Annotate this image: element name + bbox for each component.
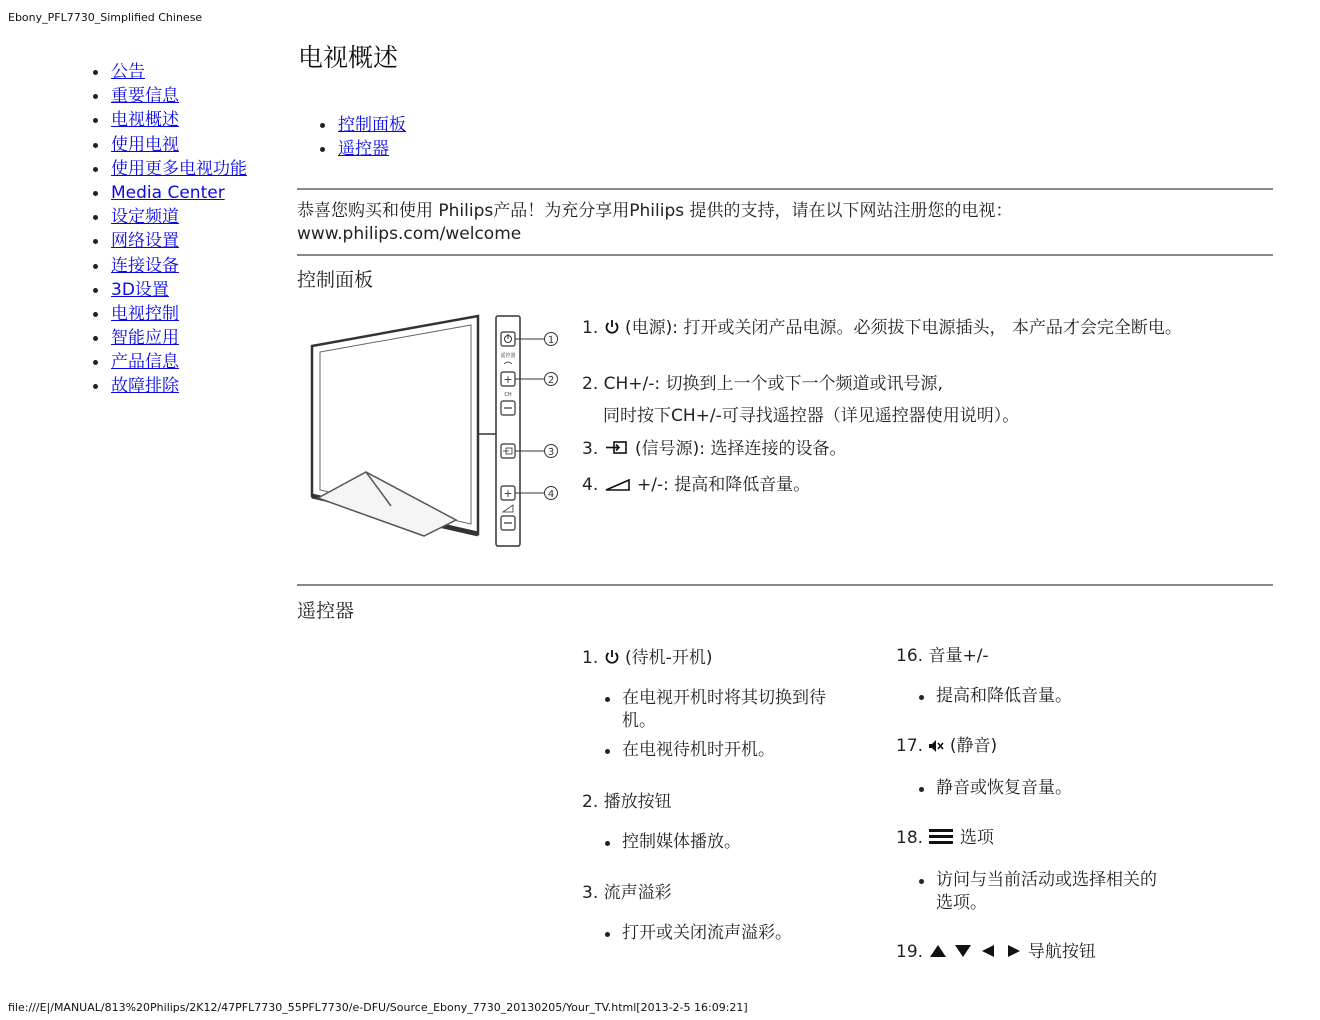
welcome-url: www.philips.com/welcome (297, 224, 522, 244)
page-title: 电视概述 (298, 43, 399, 72)
remote-item-head (896, 940, 1196, 966)
nav-link-smart-apps[interactable]: 智能应用 (111, 328, 179, 349)
panel-ch-label: CH (504, 392, 512, 398)
remote-item-subs (896, 685, 1196, 708)
nav-item-media-center (90, 181, 247, 205)
divider (297, 188, 1273, 190)
sub-item: 打开或关闭流声溢彩。 (582, 922, 872, 945)
remote-item-head (896, 826, 1196, 852)
nav-item-3d (90, 278, 247, 302)
remote-item-subs (896, 777, 1196, 800)
mute-icon (928, 736, 944, 760)
nav-item-smart-apps (90, 326, 247, 350)
nav-link-product-info[interactable]: 产品信息 (111, 352, 179, 373)
control-panel-item (582, 437, 1222, 463)
item-number: 2. (582, 792, 599, 812)
nav-link-media-center[interactable]: Media Center (111, 182, 225, 203)
remote-item (896, 734, 1196, 800)
panel-remote-label: 遥控器 (500, 353, 516, 359)
sub-item: 提高和降低音量。 (896, 685, 1196, 708)
tv-control-panel-illustration (306, 312, 566, 550)
nav-link-use-tv[interactable]: 使用电视 (111, 134, 179, 155)
nav-link-connect[interactable]: 连接设备 (111, 255, 179, 276)
control-panel-item (582, 372, 1222, 396)
remote-item-head (582, 881, 872, 905)
item-number: 19. (896, 942, 924, 962)
control-panel-item-continued: 同时按下CH+/-可寻找遥控器（详见遥控器使用说明）。 (603, 406, 1020, 426)
item-number: 1. (582, 318, 599, 338)
nav-item-troubleshooting (90, 374, 247, 398)
welcome-line-1: 恭喜您购买和使用 Philips产品！为充分享用Philips 提供的支持，请在以下网站注册您的电视： (297, 201, 1013, 221)
power-icon (604, 648, 620, 672)
callout-1: 1 (547, 335, 555, 346)
toc-item-control-panel (318, 113, 406, 137)
remote-item-head (582, 646, 872, 672)
control-panel-heading: 控制面板 (297, 269, 374, 291)
callout-2: 2 (547, 375, 555, 386)
arrows-icon (928, 942, 1022, 966)
item-number: 2. (582, 374, 599, 394)
tv-body (312, 316, 496, 536)
nav-item-tv-overview (90, 108, 247, 132)
page-footer: file:///E|/MANUAL/813%20Philips/2K12/47PFL7730_55PFL7730/e-DFU/Source_Ebony_7730_20130205/Your_TV.html[2013-2-5 16:09:21] (8, 1001, 748, 1014)
nav-item-more-features (90, 157, 247, 181)
nav-item-tv-control (90, 302, 247, 326)
svg-text:+: + (503, 373, 513, 386)
nav-link-channels[interactable]: 设定频道 (111, 207, 179, 228)
nav-link-tv-control[interactable]: 电视控制 (111, 303, 179, 324)
sidebar-nav (90, 60, 247, 399)
callouts (515, 333, 558, 501)
sub-item: 在电视开机时将其切换到待机。 (582, 687, 832, 733)
item-number: 3. (582, 883, 599, 903)
item-number: 18. (896, 828, 924, 848)
remote-item-subs (582, 831, 872, 854)
remote-item (896, 644, 1196, 708)
remote-item (582, 790, 872, 854)
nav-item-network (90, 229, 247, 253)
nav-item-channels (90, 205, 247, 229)
remote-list-col-2 (896, 644, 1196, 966)
nav-link-troubleshooting[interactable]: 故障排除 (111, 376, 179, 397)
item-text: CH+/-: 切换到上一个或下一个频道或讯号源, (603, 374, 943, 394)
item-label: (待机-开机) (625, 648, 713, 668)
remote-item (896, 826, 1196, 915)
item-label: (静音) (949, 736, 998, 756)
divider (297, 254, 1273, 256)
item-text: +/-: 提高和降低音量。 (637, 475, 811, 495)
item-label: 播放按钮 (603, 792, 672, 812)
nav-link-network[interactable]: 网络设置 (111, 231, 179, 252)
toc-link-remote[interactable]: 遥控器 (338, 139, 389, 159)
remote-item-head (896, 734, 1196, 760)
control-panel-list (582, 316, 1222, 499)
item-number: 1. (582, 648, 599, 668)
welcome-text (297, 200, 1257, 246)
power-icon (604, 318, 620, 342)
item-label: 音量+/- (928, 646, 989, 666)
section-toc (318, 113, 406, 161)
item-label: 导航按钮 (1027, 942, 1096, 962)
item-label: 选项 (959, 828, 994, 848)
remote-item (582, 881, 872, 945)
control-panel-item (582, 473, 1222, 499)
nav-item-use-tv (90, 133, 247, 157)
nav-link-important[interactable]: 重要信息 (111, 86, 179, 107)
callout-3: 3 (547, 447, 555, 458)
sub-item: 控制媒体播放。 (582, 831, 872, 854)
nav-link-tv-overview[interactable]: 电视概述 (111, 110, 179, 131)
callout-4: 4 (547, 489, 555, 500)
menu-icon (928, 827, 954, 852)
remote-item-head (582, 790, 872, 814)
nav-item-connect (90, 254, 247, 278)
volume-icon (604, 475, 632, 499)
item-number: 3. (582, 439, 599, 459)
remote-heading: 遥控器 (297, 600, 355, 622)
item-label: 流声溢彩 (603, 883, 672, 903)
sub-item: 静音或恢复音量。 (896, 777, 1196, 800)
svg-text:+: + (503, 487, 513, 500)
nav-link-notice[interactable]: 公告 (111, 62, 145, 82)
remote-item (582, 646, 872, 762)
remote-item-head (896, 644, 1196, 668)
item-number: 4. (582, 475, 599, 495)
item-text: (信号源): 选择连接的设备。 (635, 439, 847, 459)
item-text: (电源): 打开或关闭产品电源。必须拔下电源插头， 本产品才会完全断电。 (625, 318, 1182, 338)
divider (297, 584, 1273, 586)
nav-item-notice (90, 60, 247, 84)
remote-list-col-1 (582, 646, 872, 945)
toc-link-control-panel[interactable]: 控制面板 (338, 115, 406, 135)
source-icon (604, 439, 630, 463)
control-panel-item (582, 316, 1222, 372)
remote-item-subs (582, 687, 872, 762)
page-header: Ebony_PFL7730_Simplified Chinese (8, 11, 203, 24)
nav-item-important (90, 84, 247, 108)
item-number: 16. (896, 646, 924, 666)
item-number: 17. (896, 736, 924, 756)
nav-item-product-info (90, 350, 247, 374)
sub-item: 访问与当前活动或选择相关的选项。 (896, 869, 1166, 915)
side-panel (496, 316, 520, 546)
nav-link-3d[interactable]: 3D设置 (111, 279, 169, 300)
remote-item (896, 940, 1196, 966)
toc-item-remote (318, 137, 406, 161)
sub-item: 在电视待机时开机。 (582, 739, 872, 762)
remote-item-subs (896, 869, 1196, 915)
nav-link-more-features[interactable]: 使用更多电视功能 (111, 158, 247, 179)
remote-item-subs (582, 922, 872, 945)
